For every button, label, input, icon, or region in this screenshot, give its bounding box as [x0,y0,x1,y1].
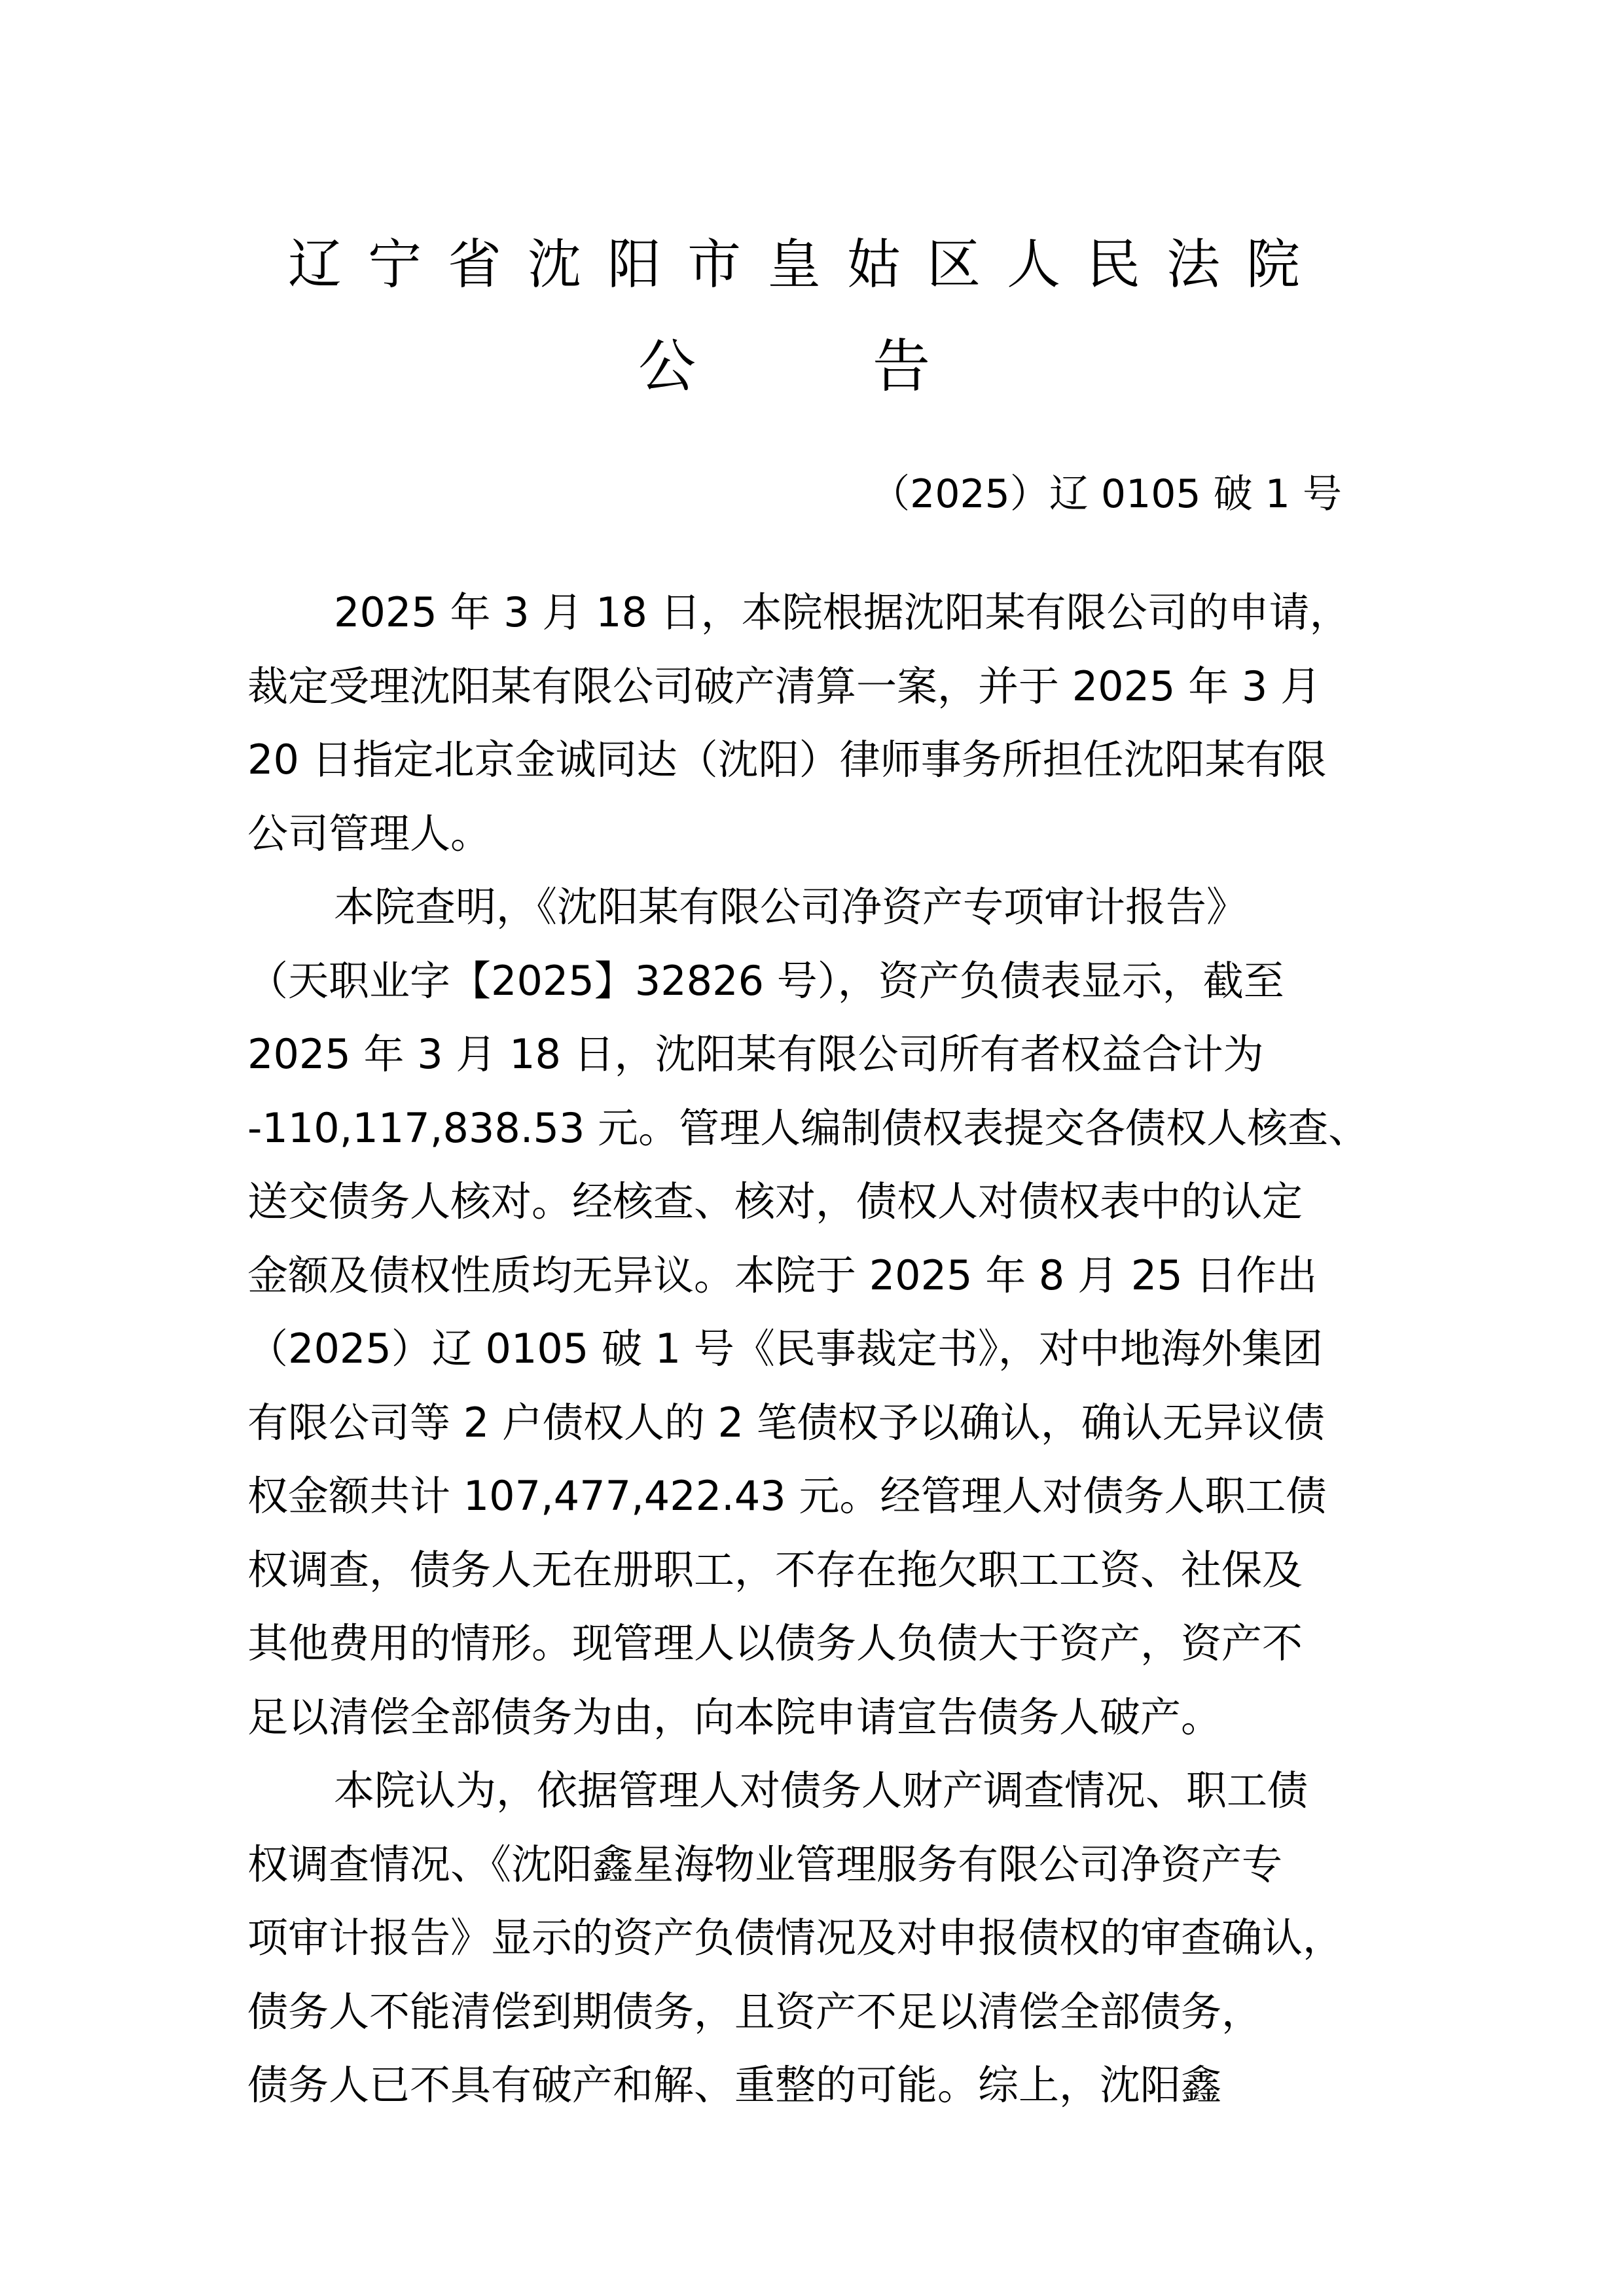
notice-title-char-2: 告 [873,332,931,400]
body-line: 裁定受理沈阳某有限公司破产清算一案，并于 2025 年 3 月 [247,662,1322,710]
body-line: 2025 年 3 月 18 日，沈阳某有限公司所有者权益合计为 [247,1030,1264,1078]
body-line: 公司管理人。 [247,809,492,857]
body-line: 权调查，债务人无在册职工，不存在拖欠职工工资、社保及 [247,1545,1303,1594]
body-line: 20 日指定北京金诚同达（沈阳）律师事务所担任沈阳某有限 [247,736,1327,783]
notice-title-char-1: 公 [638,332,696,400]
body-line: 金额及债权性质均无异议。本院于 2025 年 8 月 25 日作出 [247,1251,1318,1299]
body-line: 2025 年 3 月 18 日，本院根据沈阳某有限公司的申请， [334,588,1350,636]
body-line: 本院查明，《沈阳某有限公司净资产专项审计报告》 [334,883,1248,931]
notice-body [247,576,1386,2123]
body-line: 债务人已不具有破产和解、重整的可能。综上，沈阳鑫 [247,2061,1222,2109]
body-line: 项审计报告》显示的资产负债情况及对申报债权的审查确认， [247,1914,1344,1962]
case-number: （2025）辽 0105 破 1 号 [871,471,1342,517]
court-name-heading: 辽宁省沈阳市皇姑区人民法院 [288,234,1327,296]
body-line: 权调查情况、《沈阳鑫星海物业管理服务有限公司净资产专 [247,1840,1283,1888]
body-line: 债务人不能清偿到期债务，且资产不足以清偿全部债务， [247,1987,1263,2036]
body-line: 有限公司等 2 户债权人的 2 笔债权予以确认，确认无异议债 [247,1398,1325,1446]
body-line: （天职业字【2025】32826 号），资产负债表显示，截至 [247,956,1284,1005]
body-line: 足以清偿全部债务为由，向本院申请宣告债务人破产。 [247,1693,1222,1741]
body-line: 其他费用的情形。现管理人以债务人负债大于资产，资产不 [247,1619,1303,1667]
body-line: （2025）辽 0105 破 1 号《民事裁定书》，对中地海外集团 [247,1325,1323,1372]
body-line: 权金额共计 107,477,422.43 元。经管理人对债务人职工债 [247,1472,1327,1520]
body-line: 送交债务人核对。经核查、核对，债权人对债权表中的认定 [247,1177,1303,1225]
body-line: 本院认为，依据管理人对债务人财产调查情况、职工债 [334,1767,1308,1814]
body-line: -110,117,838.53 元。管理人编制债权表提交各债权人核查、 [247,1103,1369,1152]
notice-title [638,331,930,403]
